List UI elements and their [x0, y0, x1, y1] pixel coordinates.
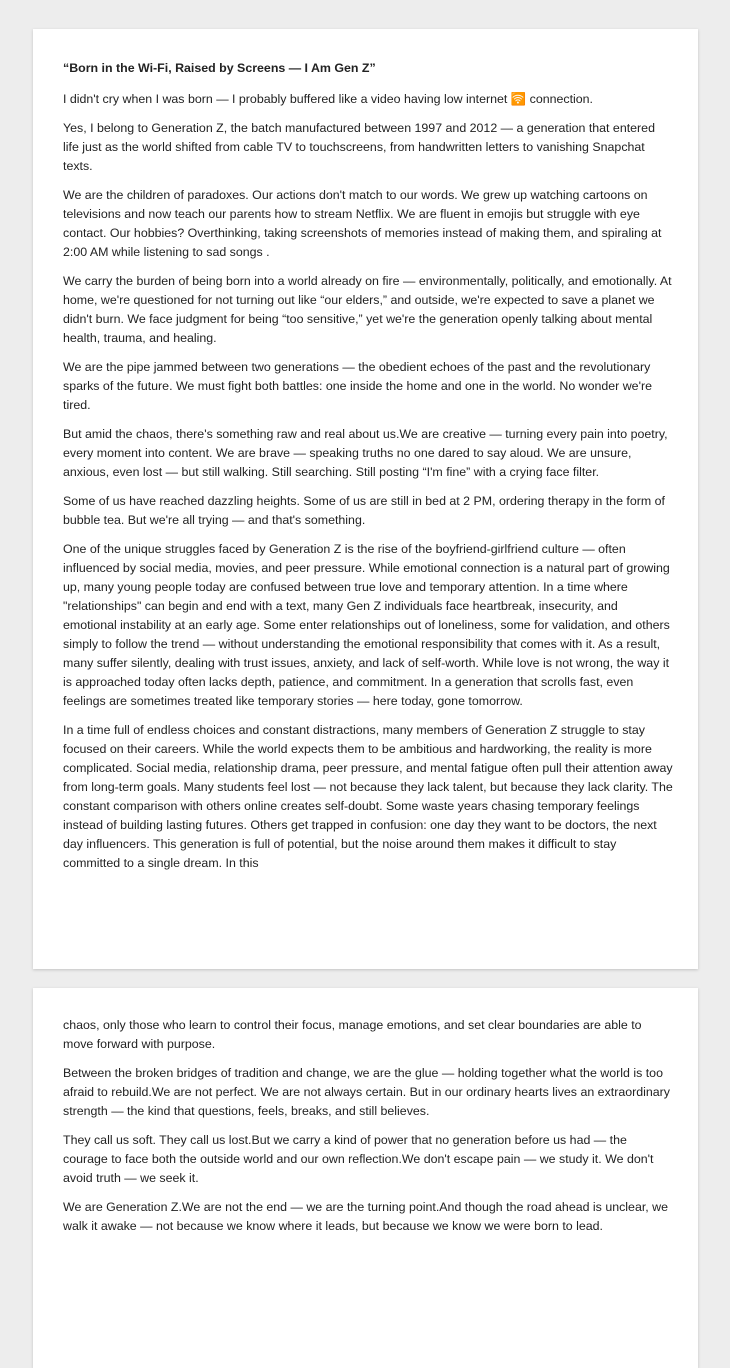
document-page-2 [33, 988, 698, 1368]
document-page-1 [33, 29, 698, 969]
paragraph: I didn't cry when I was born — I probably buffered like a video having low internet 🛜 connection. [63, 92, 594, 106]
paragraph: Yes, I belong to Generation Z, the batch manufactured between 1997 and 2012 — a generation that entered life just as the world shifted from cable TV to touchscreens, from handwritten letters to vanishing Snapchat texts. [63, 121, 655, 173]
document-title: “Born in the Wi-Fi, Raised by Screens — I Am Gen Z” [63, 61, 376, 75]
paragraph: But amid the chaos, there's something raw and real about us.We are creative — turning every pain into poetry, every moment into content. We are brave — speaking truths no one dared to say aloud. We are unsure, anxious, even lost — but still walking. Still searching. Still posting “I'm fine” with a crying face filter. [63, 427, 668, 479]
page-2-content [63, 1016, 673, 1246]
paragraph: We are the pipe jammed between two generations — the obedient echoes of the past and the revolutionary sparks of the future. We must fight both battles: one inside the home and one in the world. No wonder we're tired. [63, 360, 652, 412]
paragraph: We are the children of paradoxes. Our actions don't match to our words. We grew up watching cartoons on televisions and now teach our parents how to stream Netflix. We are fluent in emojis but struggle with eye contact. Our hobbies? Overthinking, taking screenshots of memories instead of making them, and spiraling at 2:00 AM while listening to sad songs . [63, 188, 662, 259]
page-1-content [63, 59, 673, 883]
paragraph: In a time full of endless choices and constant distractions, many members of Generation Z struggle to stay focused on their careers. While the world expects them to be ambitious and hardworking, the reality is more complicated. Social media, relationship drama, peer pressure, and mental fatigue often pull their attention away from long-term goals. Many students feel lost — not because they lack talent, but because they lack clarity. The constant comparison with others online creates self-doubt. Some waste years chasing temporary feelings instead of building lasting futures. Others get trapped in confusion: one day they want to be doctors, the next day influencers. This generation is full of potential, but the noise around them makes it difficult to stay committed to a single dream. In this [63, 723, 673, 870]
paragraph: We are Generation Z.We are not the end — we are the turning point.And though the road ahead is unclear, we walk it awake — not because we know where it leads, but because we know we were born to lead. [63, 1200, 668, 1233]
paragraph: One of the unique struggles faced by Generation Z is the rise of the boyfriend-girlfriend culture — often influenced by social media, movies, and peer pressure. While emotional connection is a natural part of growing up, many young people today are confused between true love and temporary attention. In a time where "relationships" can begin and end with a text, many Gen Z individuals face heartbreak, insecurity, and emotional instability at an early age. Some enter relationships out of loneliness, some for validation, and others simply to follow the trend — without understanding the emotional responsibility that comes with it. As a result, many suffer silently, dealing with trust issues, anxiety, and lack of self-worth. While love is not wrong, the way it is approached today often lacks depth, patience, and commitment. In a generation that scrolls fast, even feelings are sometimes treated like temporary stories — here today, gone tomorrow. [63, 542, 670, 708]
paragraph: chaos, only those who learn to control their focus, manage emotions, and set clear boundaries are able to move forward with purpose. [63, 1018, 642, 1051]
paragraph: We carry the burden of being born into a world already on fire — environmentally, politically, and emotionally. At home, we're questioned for not turning out like “our elders,” and outside, we're expected to save a planet we didn't burn. We face judgment for being “too sensitive,” yet we're the generation openly talking about mental health, trauma, and healing. [63, 274, 672, 345]
paragraph: They call us soft. They call us lost.But we carry a kind of power that no generation before us had — the courage to face both the outside world and our own reflection.We don't escape pain — we study it. We don't avoid truth — we seek it. [63, 1133, 654, 1185]
paragraph: Between the broken bridges of tradition and change, we are the glue — holding together what the world is too afraid to rebuild.We are not perfect. We are not always certain. But in our ordinary hearts lives an extraordinary strength — the kind that questions, feels, breaks, and still believes. [63, 1066, 670, 1118]
paragraph: Some of us have reached dazzling heights. Some of us are still in bed at 2 PM, ordering therapy in the form of bubble tea. But we're all trying — and that's something. [63, 494, 665, 527]
